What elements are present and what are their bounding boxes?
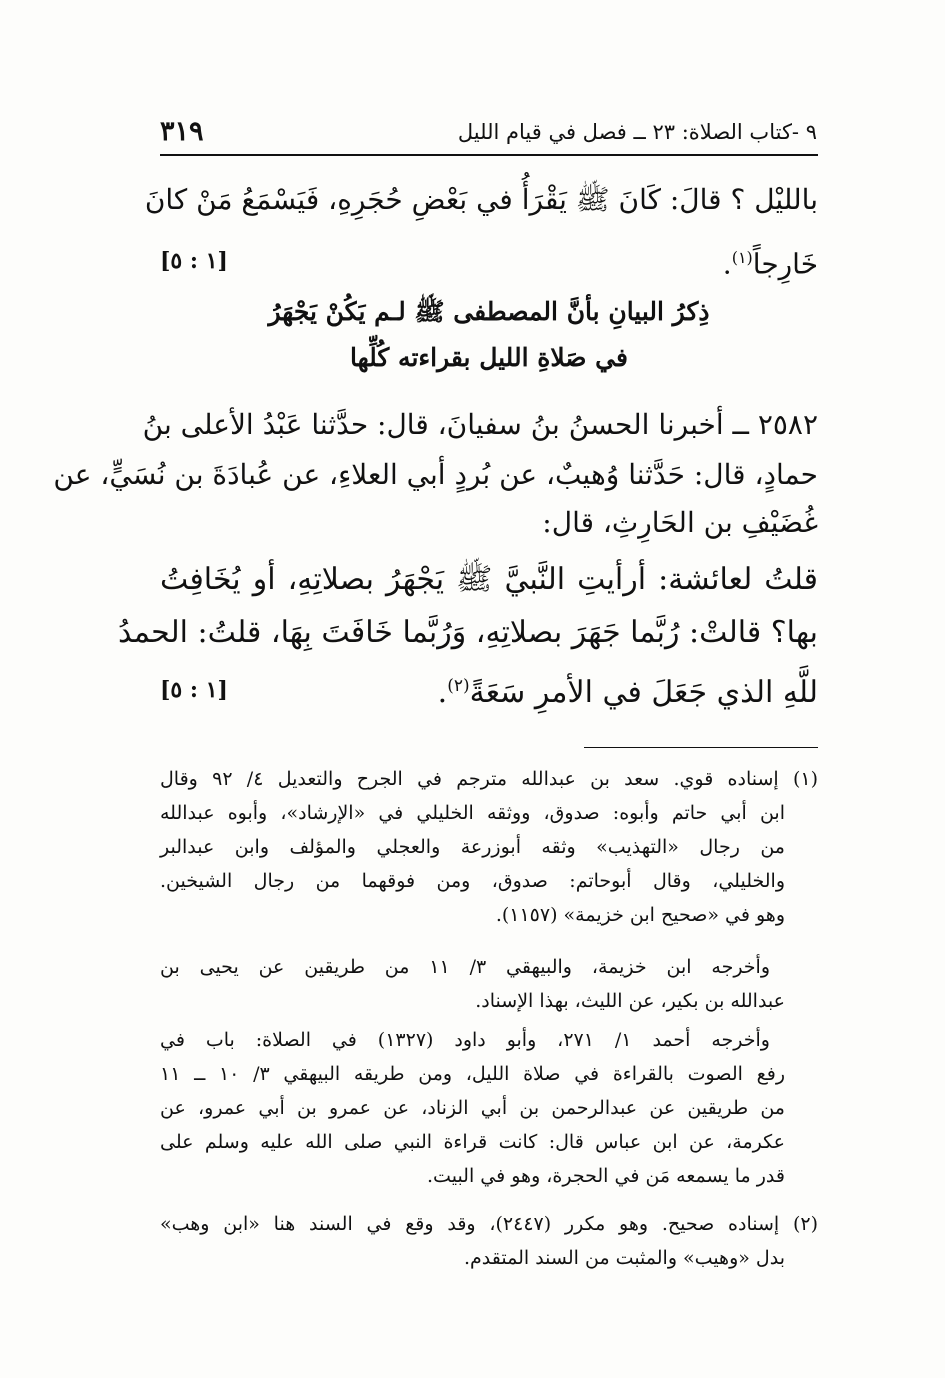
footnote-line: من رجال «التهذيب» وثقه أبوزرعة والعجلي والمؤلف وابن عبدالبر [160, 836, 785, 858]
footnote-marker-1: (١) [731, 248, 753, 267]
chapter-heading-line-2: في صَلاةِ الليل بقراءته كُلِّها [350, 343, 628, 372]
isnad-line-1: ٢٥٨٢ ــ أخبرنا الحسنُ بنُ سفيانَ، قال: حدَّثنا عَبْدُ الأعلى بنُ [142, 408, 818, 441]
section-title: ٩ -كتاب الصلاة: ٢٣ ــ فصل في قيام الليل [457, 120, 817, 144]
footnote-divider [584, 747, 818, 748]
hadith-reference: [١ : ٥] [160, 677, 228, 703]
chapter-heading-line-1: ذِكرُ البيانِ بأنَّ المصطفى ﷺ لـم يَكُنْ يَجْهَرُ [268, 297, 710, 326]
text-fragment: للَّهِ الذي جَعَلَ في الأمرِ سَعَةً [469, 675, 818, 710]
footnote-line: وأخرجه ابن خزيمة، والبيهقي ٣/ ١١ من طريقين عن يحيى بن [160, 956, 770, 978]
text-line-1: بالليْل ؟ قالَ: كَانَ ﷺ يَقْرَأُ في بَعْضِ حُجَرِهِ، فَيَسْمَعُ مَنْ كانَ [144, 183, 818, 216]
matn-line-1: قلتُ لعائشة: أرأيتِ النَّبيَّ ﷺ يَجْهَرُ بصلاتِهِ، أو يُخَافِتُ [160, 562, 818, 597]
matn-line-3: للَّهِ الذي جَعَلَ في الأمرِ سَعَةً$^{(٢)}$. [437, 675, 818, 710]
isnad-line-2: حمادٍ، قال: حَدَّثنا وُهيبٌ، عن بُردٍ أبي العلاءِ، عن عُبادَةَ بن نُسَيٍّ، عن [53, 458, 818, 491]
footnote-line: وهو في «صحيح ابن خزيمة» (١١٥٧). [495, 904, 785, 926]
isnad-line-3: غُضَيْفِ بن الحَارِثِ، قال: [542, 506, 818, 539]
footnote-line: (١) إسناده قوي. سعد بن عبدالله مترجم في الجرح والتعديل ٤/ ٩٢ وقال [160, 768, 818, 790]
footnote-line: رفع الصوت بالقراءة في صلاة الليل، ومن طريقه البيهقي ٣/ ١٠ ــ ١١ [160, 1063, 785, 1085]
page-number: ٣١٩ [160, 116, 204, 147]
footnote-line: ابن أبي حاتم وأبوه: صدوق، ووثقه الخليلي في «الإرشاد»، وأبوه عبدالله [160, 802, 785, 824]
footnote-line: من طريقين عن عبدالرحمن بن أبي الزناد، عن عمرو بن أبي عمرو، عن [160, 1097, 785, 1119]
footnote-line: (٢) إسناده صحيح. وهو مكرر (٢٤٤٧)، وقد وقع في السند هنا «ابن وهب» [160, 1213, 818, 1235]
footnote-line: عكرمة، عن ابن عباس قال: كانت قراءة النبي صلى الله عليه وسلم على [160, 1131, 785, 1153]
footnote-line: عبدالله بن بكير، عن الليث، بهذا الإسناد. [475, 990, 785, 1012]
footnote-line: والخليلي، وقال أبوحاتم: صدوق، ومن فوقهما من رجال الشيخين. [160, 870, 785, 892]
header-divider [160, 154, 818, 156]
text-fragment: خَارِجاً [752, 247, 818, 281]
footnote-marker-2: (٢) [447, 676, 470, 696]
running-header [160, 108, 817, 154]
footnote-line: قدر ما يسمعه مَن في الحجرة، وهو في البيت. [427, 1165, 785, 1187]
hadith-reference: [١ : ٥] [160, 248, 228, 274]
footnote-line: وأخرجه أحمد ١/ ٢٧١، وأبو داود (١٣٢٧) في الصلاة: باب في [160, 1029, 770, 1051]
footnote-line: بدل «وهيب» والمثبت من السند المتقدم. [464, 1247, 785, 1269]
matn-line-2: بها؟ قالتْ: رُبَّما جَهَرَ بصلاتِهِ، وَرُبَّما خَافَتَ بِهَا، قلتُ: الحمدُ [118, 615, 818, 650]
text-line-2: خَارِجاً$^{(١)}$. [722, 247, 818, 281]
